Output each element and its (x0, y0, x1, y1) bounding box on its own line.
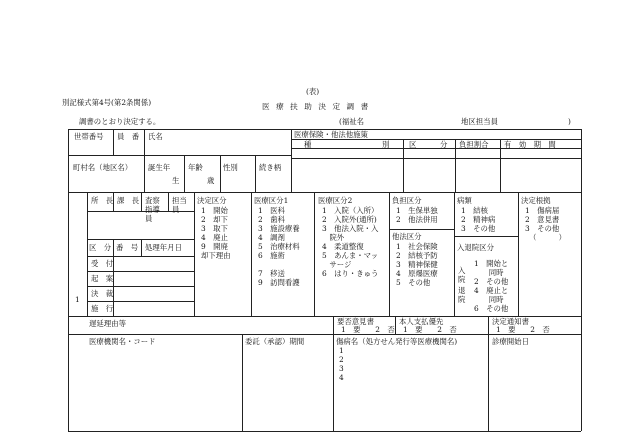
admission-item: 6 その他 (474, 304, 509, 313)
intro-text: 調書のとおり決定する。 (79, 117, 161, 126)
notice-options: 1 要 2 否 (496, 325, 550, 334)
notice-label: 決定通知書 (492, 317, 529, 326)
medical1-item: 1 医科 (258, 206, 285, 215)
disease-number: 2 (339, 355, 344, 364)
number-header: 番 号 (116, 243, 139, 252)
other-law-item: 4 原爆医療 (396, 269, 438, 278)
proc-row-label: 受 付 (91, 259, 114, 268)
medical1-item: 4 調剤 (258, 233, 285, 242)
date-header: 処理年月日 (145, 243, 182, 252)
medical2-item: 6 はり・きゅう (322, 269, 379, 278)
front-side-label: (表) (306, 87, 320, 96)
close-paren: ) (568, 117, 571, 126)
treatment-start-label: 診療開始日 (492, 337, 529, 346)
consignment-label: 委託（承認）期間 (245, 337, 305, 346)
birth-label-1: 誕生年 (148, 163, 171, 172)
disease-number: 4 (339, 373, 344, 382)
proc-row-label: 施 行 (91, 304, 114, 313)
disease-number: 3 (339, 364, 344, 373)
other-law-item: 5 その他 (396, 278, 431, 287)
admission-item: 4 廃止と (474, 286, 509, 295)
proc-row-label: 決 裁 (91, 289, 114, 298)
other-law-item: 3 精神保健 (396, 260, 438, 269)
medical1-item: 2 歯科 (258, 215, 285, 224)
row-number: 1 (75, 295, 80, 304)
form-number: 別記様式第4号(第2条関係) (62, 98, 152, 107)
other-law-item: 1 社会保険 (396, 242, 438, 251)
other-law-item: 2 結核予防 (396, 251, 438, 260)
inspector-label-1: 査察 (145, 196, 160, 205)
admission-side: 院 (458, 295, 466, 304)
disease-type-item: 1 結核 (461, 206, 488, 215)
kind-label-tail: 別 (382, 140, 390, 149)
validity-period-label: 有 効 期 間 (504, 140, 556, 149)
rejection-reason-label: 却下理由 (201, 251, 231, 260)
opinion-label: 要否意見書 (337, 317, 374, 326)
category-label-tail: 分 (440, 140, 448, 149)
opinion-options: 1 要 2 否 (341, 325, 395, 334)
medical1-item: 7 移送 (258, 269, 285, 278)
sex-label: 性別 (223, 163, 238, 172)
disease-type-item: 3 その他 (461, 224, 496, 233)
medical1-item: 3 施設療養 (258, 224, 300, 233)
director-label: 所 長 (91, 196, 114, 205)
admission-side: 退 (458, 286, 466, 295)
medical2-item: 4 柔道整復 (322, 242, 364, 251)
decision-title: 決定区分 (197, 196, 227, 205)
disease-name-label: 傷病名（処方せん発行等医療機関名) (336, 337, 458, 346)
burden-ratio-label: 負担割合 (459, 140, 489, 149)
household-number-label: 世帯番号 (74, 132, 104, 141)
charge-label-2: 員 (172, 205, 180, 214)
basis-item: 2 意見書 (525, 215, 560, 224)
proc-row-label: 起 案 (91, 274, 114, 283)
delay-reason-label: 遅延理由等 (89, 319, 126, 328)
medical1-item: 6 施術 (258, 251, 285, 260)
admission-item: 1 開始と (474, 259, 509, 268)
town-label: 町村名（地区名） (73, 163, 133, 172)
kind-label: 種 (304, 140, 312, 149)
medical2-item: 3 他法入院・入 (322, 224, 379, 233)
medical2-item: 1 入院（入所） (322, 206, 379, 215)
medical1-title: 医療区分1 (254, 196, 289, 205)
decision-item: 1 開始 (201, 206, 228, 215)
disease-number: 1 (339, 346, 344, 355)
district-officer-label: 地区担当員 (461, 117, 498, 126)
admission-item: 同時 (474, 268, 504, 277)
disease-type-item: 2 精神病 (461, 215, 496, 224)
admission-item: 2 その他 (474, 277, 509, 286)
disease-type-title: 病類 (457, 196, 472, 205)
burden-title: 負担区分 (392, 196, 422, 205)
decision-item: 2 却下 (201, 215, 228, 224)
kubun-header: 区 分 (89, 243, 112, 252)
basis-title: 決定根拠 (521, 196, 551, 205)
welfare-label: (福祉名 (339, 117, 365, 126)
admission-side: 院 (458, 275, 466, 284)
self-pay-label: 本人支払優先 (399, 317, 444, 326)
facility-label: 医療機関名・コード (89, 337, 156, 346)
medical2-item: サージ (322, 260, 352, 269)
name-label: 氏名 (148, 132, 163, 141)
basis-item: 1 傷病届 (525, 206, 560, 215)
charge-label-1: 担当 (172, 196, 187, 205)
medical2-item: 院外 (322, 233, 345, 242)
decision-item: 3 取下 (201, 224, 228, 233)
medical1-item: 5 治療材料 (258, 242, 300, 251)
admission-item: 同時 (474, 295, 504, 304)
age-label-2: 歳 (207, 176, 215, 185)
decision-item: 9 開廃 (201, 242, 228, 251)
admission-title: 入退院区分 (457, 243, 494, 252)
decision-item: 4 廃止 (201, 233, 228, 242)
medical2-item: 5 あんま・マッ (322, 251, 379, 260)
other-law-title: 他法区分 (392, 232, 422, 241)
member-number-label: 員 番 (117, 132, 140, 141)
inspector-label-2: 指導 (145, 205, 160, 214)
insurance-label: 医療保険・他法他施策 (294, 130, 368, 139)
medical2-title: 医療区分2 (318, 196, 353, 205)
birth-label-2: 生 (172, 176, 180, 185)
age-label-1: 年齢 (188, 163, 203, 172)
medical2-item: 2 入院外(通所) (322, 215, 377, 224)
page-title: 医療扶助決定調書 (262, 102, 375, 111)
inspector-label-3: 員 (145, 214, 153, 223)
self-pay-options: 1 要 2 否 (403, 325, 457, 334)
basis-item: （ ） (529, 233, 566, 242)
medical1-item: 9 訪問看護 (258, 278, 300, 287)
relation-label: 続き柄 (259, 163, 282, 172)
category-label: 区 (409, 140, 417, 149)
basis-item: 3 その他 (525, 224, 560, 233)
admission-side: 入 (458, 266, 466, 275)
burden-item: 2 他法併用 (396, 215, 438, 224)
section-chief-label: 課 長 (117, 196, 140, 205)
burden-item: 1 生保単独 (396, 206, 438, 215)
